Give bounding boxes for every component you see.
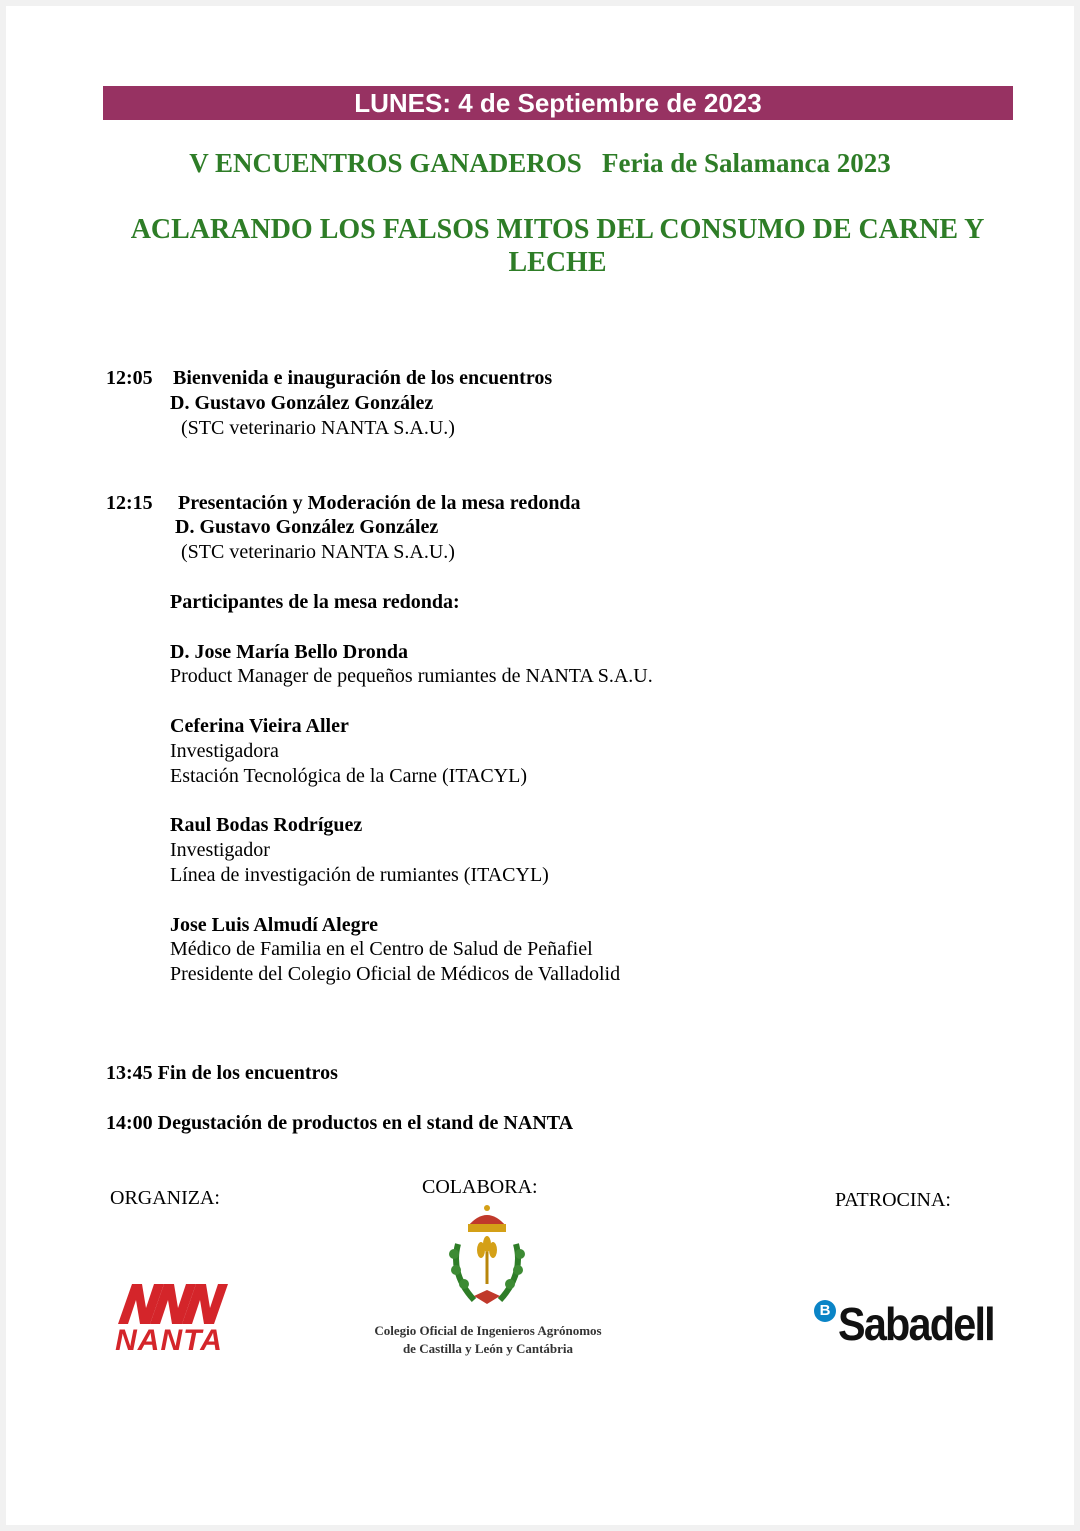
sabadell-logo: [812, 1296, 992, 1356]
item1-affiliation: (STC veterinario NANTA S.A.U.): [181, 417, 455, 439]
participant-role: Investigadora: [170, 740, 279, 762]
fair-name: Feria de Salamanca 2023: [602, 148, 891, 178]
item1-title: Bienvenida e inauguración de los encuentros: [173, 367, 553, 389]
organiza-label: ORGANIZA:: [110, 1187, 220, 1209]
headline: ACLARANDO LOS FALSOS MITOS DEL CONSUMO DE CARNE Y LECHE: [130, 214, 985, 278]
participant-role: Product Manager de pequeños rumiantes de NANTA S.A.U.: [170, 665, 653, 687]
sabadell-logo-text: Sabadell: [838, 1298, 994, 1350]
item2-affiliation: (STC veterinario NANTA S.A.U.): [181, 541, 455, 563]
item2-title: Presentación y Moderación de la mesa redonda: [178, 492, 581, 514]
end-item: 13:45 Fin de los encuentros: [106, 1062, 338, 1084]
nanta-logo: [106, 1278, 232, 1360]
college-name: [340, 1322, 636, 1358]
participant-org: Línea de investigación de rumiantes (ITACYL): [170, 864, 549, 886]
item1-time: 12:05: [106, 367, 153, 389]
participant-name: Raul Bodas Rodríguez: [170, 814, 363, 836]
event-title: [0, 148, 1080, 179]
event-name: V ENCUENTROS GANADEROS: [189, 148, 582, 178]
participant-role: Investigador: [170, 839, 270, 861]
participants-heading: Participantes de la mesa redonda:: [170, 591, 460, 613]
college-crest: [444, 1204, 530, 1310]
tasting-item: 14:00 Degustación de productos en el stand de NANTA: [106, 1112, 574, 1134]
nanta-logo-text: NANTA: [115, 1324, 223, 1357]
date-banner: LUNES: 4 de Septiembre de 2023: [103, 86, 1013, 120]
participant-role: Médico de Familia en el Centro de Salud de Peñafiel: [170, 938, 593, 960]
patrocina-label: PATROCINA:: [835, 1189, 951, 1211]
sabadell-b-icon: B: [814, 1300, 836, 1322]
item2-speaker: D. Gustavo González González: [175, 516, 439, 538]
participant-org: Estación Tecnológica de la Carne (ITACYL): [170, 765, 528, 787]
participant-name: Ceferina Vieira Aller: [170, 715, 349, 737]
college-name-line1: Colegio Oficial de Ingenieros Agrónomos: [374, 1323, 602, 1338]
participant-name: Jose Luis Almudí Alegre: [170, 914, 378, 936]
item2-time: 12:15: [106, 492, 153, 514]
item1-speaker: D. Gustavo González González: [170, 392, 434, 414]
participant-org: Presidente del Colegio Oficial de Médicos de Valladolid: [170, 963, 621, 985]
participant-name: D. Jose María Bello Dronda: [170, 641, 408, 663]
crest-icon: [444, 1204, 530, 1310]
colabora-label: COLABORA:: [422, 1176, 538, 1198]
college-name-line2: de Castilla y León y Cantábria: [402, 1341, 574, 1356]
